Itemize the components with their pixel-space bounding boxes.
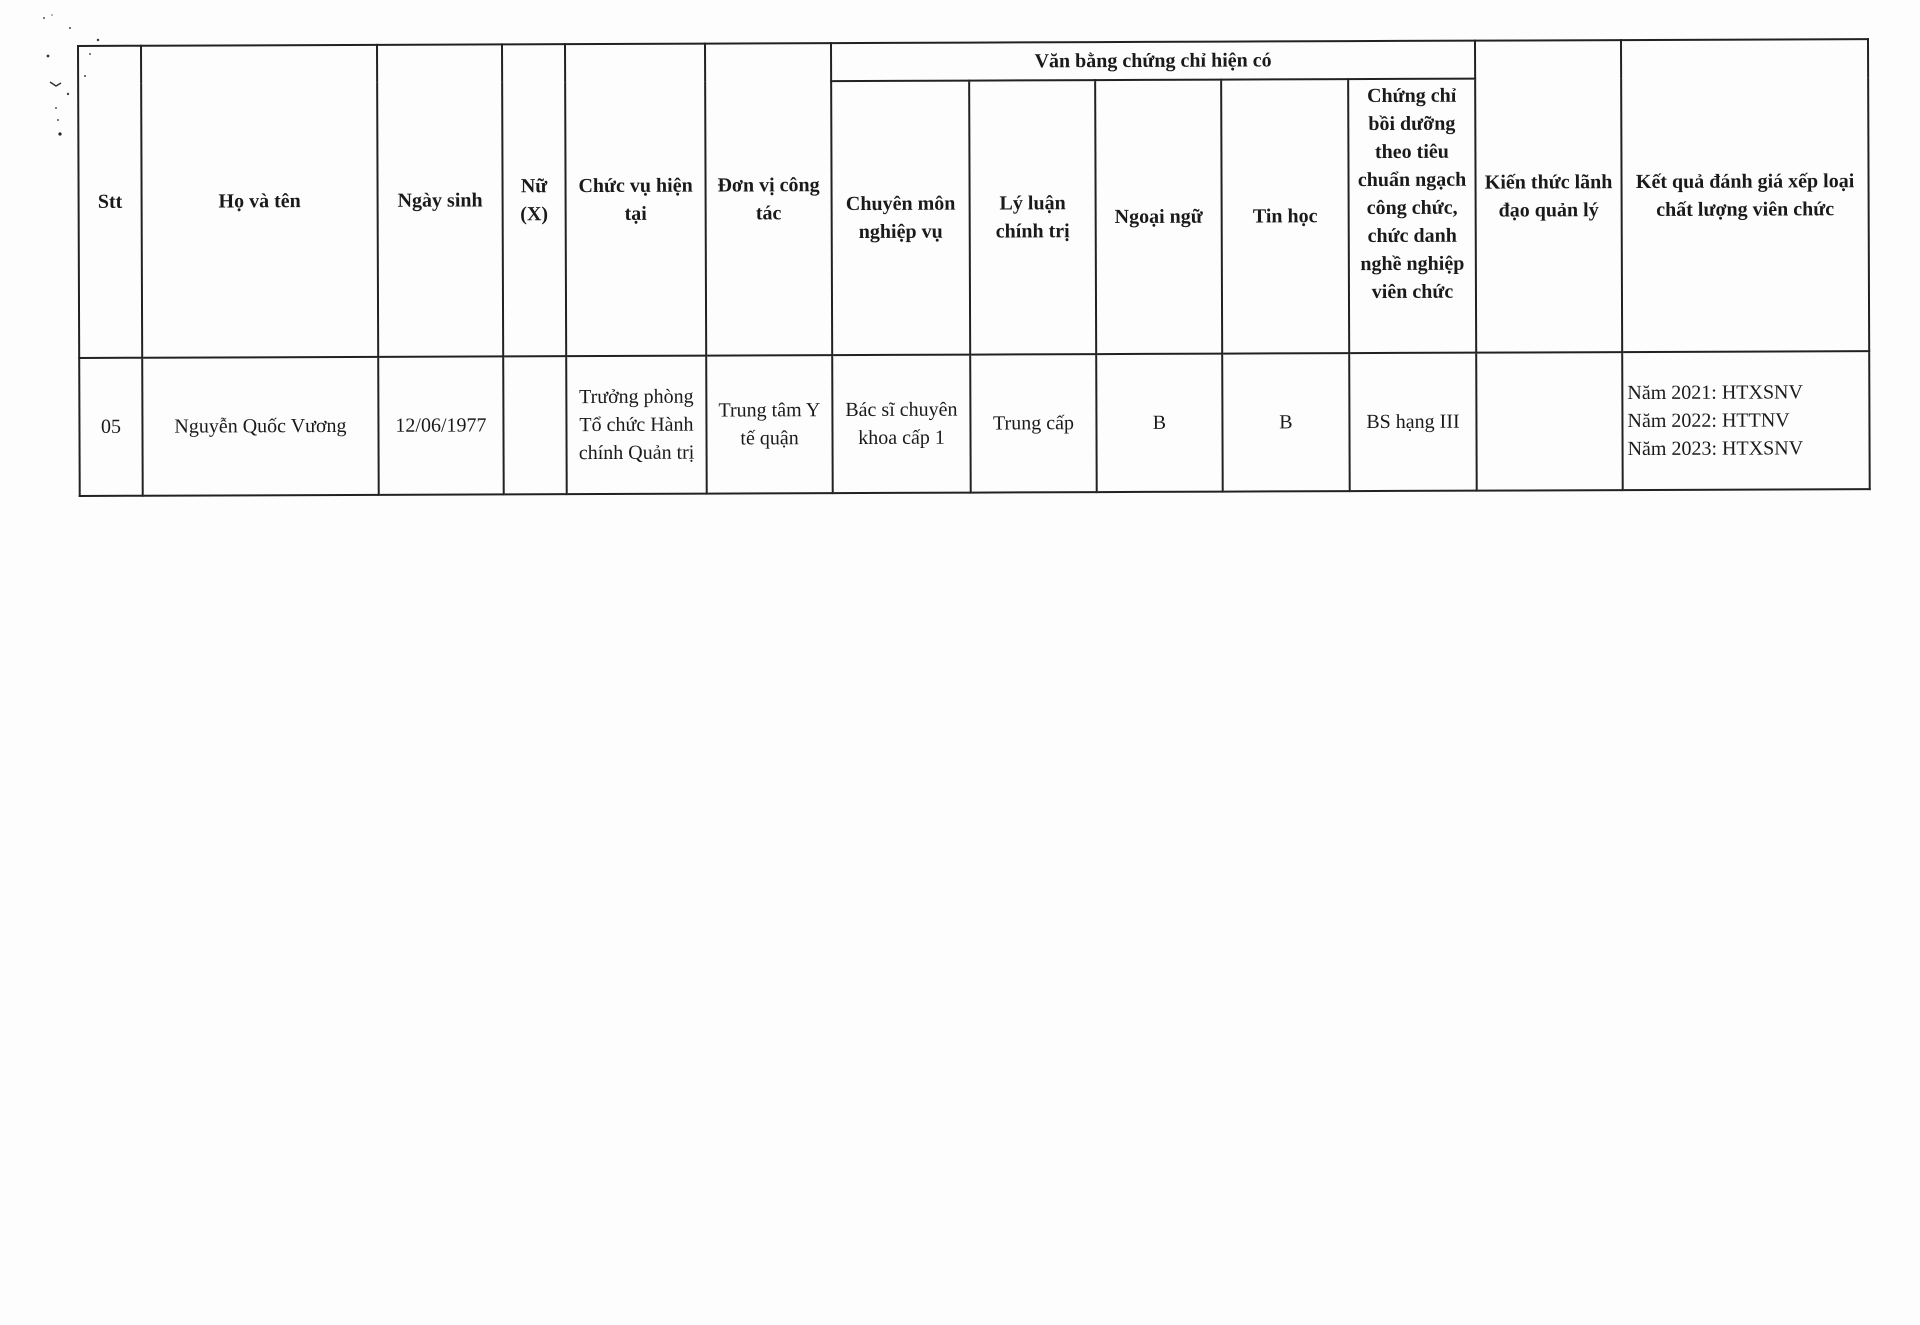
col-header-position: Chức vụ hiện tại — [565, 44, 706, 357]
cell-training-certificate: BS hạng III — [1349, 353, 1477, 491]
group-header-certificates: Văn bằng chứng chỉ hiện có — [831, 41, 1475, 81]
col-header-full-name: Họ và tên — [141, 45, 378, 358]
col-header-informatics: Tin học — [1221, 79, 1349, 353]
cell-informatics: B — [1222, 353, 1350, 491]
cell-full-name: Nguyễn Quốc Vương — [142, 357, 379, 496]
col-header-stt: Stt — [78, 46, 142, 358]
position-text: Trưởng phòng Tổ chức Hành chính Quản trị — [578, 385, 695, 465]
col-header-training-certificate — [1348, 79, 1476, 353]
cell-position — [566, 356, 707, 495]
evaluation-line-2021: Năm 2021: HTXSNV — [1627, 381, 1803, 405]
table-row — [79, 351, 1870, 496]
cell-political-theory: Trung cấp — [970, 354, 1097, 492]
col-header-female: Nữ (X) — [502, 44, 566, 356]
cell-female — [503, 356, 567, 494]
col-header-specialty: Chuyên môn nghiệp vụ — [831, 81, 970, 356]
cell-birth-date: 12/06/1977 — [378, 356, 504, 494]
cell-leadership-knowledge — [1476, 352, 1623, 491]
col-header-evaluation-result: Kết quả đánh giá xếp loại chất lượng viên chức — [1621, 39, 1869, 352]
cell-stt: 05 — [79, 358, 143, 496]
col-header-political-theory: Lý luận chính trị — [969, 80, 1096, 354]
col-header-birth-date: Ngày sinh — [377, 44, 503, 356]
cell-specialty: Bác sĩ chuyên khoa cấp 1 — [832, 355, 971, 494]
evaluation-line-2023: Năm 2023: HTXSNV — [1627, 437, 1804, 461]
personnel-table — [77, 38, 1871, 497]
col-header-foreign-language: Ngoại ngữ — [1095, 80, 1222, 354]
col-header-leadership-knowledge: Kiến thức lãnh đạo quản lý — [1475, 40, 1622, 353]
training-certificate-header-text: Chứng chỉ bồi dưỡng theo tiêu chuẩn ngạch công chức, chức danh nghề nghiệp viên chức — [1357, 84, 1467, 304]
cell-foreign-language: B — [1096, 354, 1223, 492]
evaluation-line-2022: Năm 2022: HTTNV — [1627, 409, 1790, 433]
cell-evaluation-result — [1622, 351, 1870, 490]
header-row-top — [78, 39, 1868, 84]
col-header-unit: Đơn vị công tác — [705, 43, 832, 355]
cell-unit: Trung tâm Y tế quận — [706, 355, 833, 493]
